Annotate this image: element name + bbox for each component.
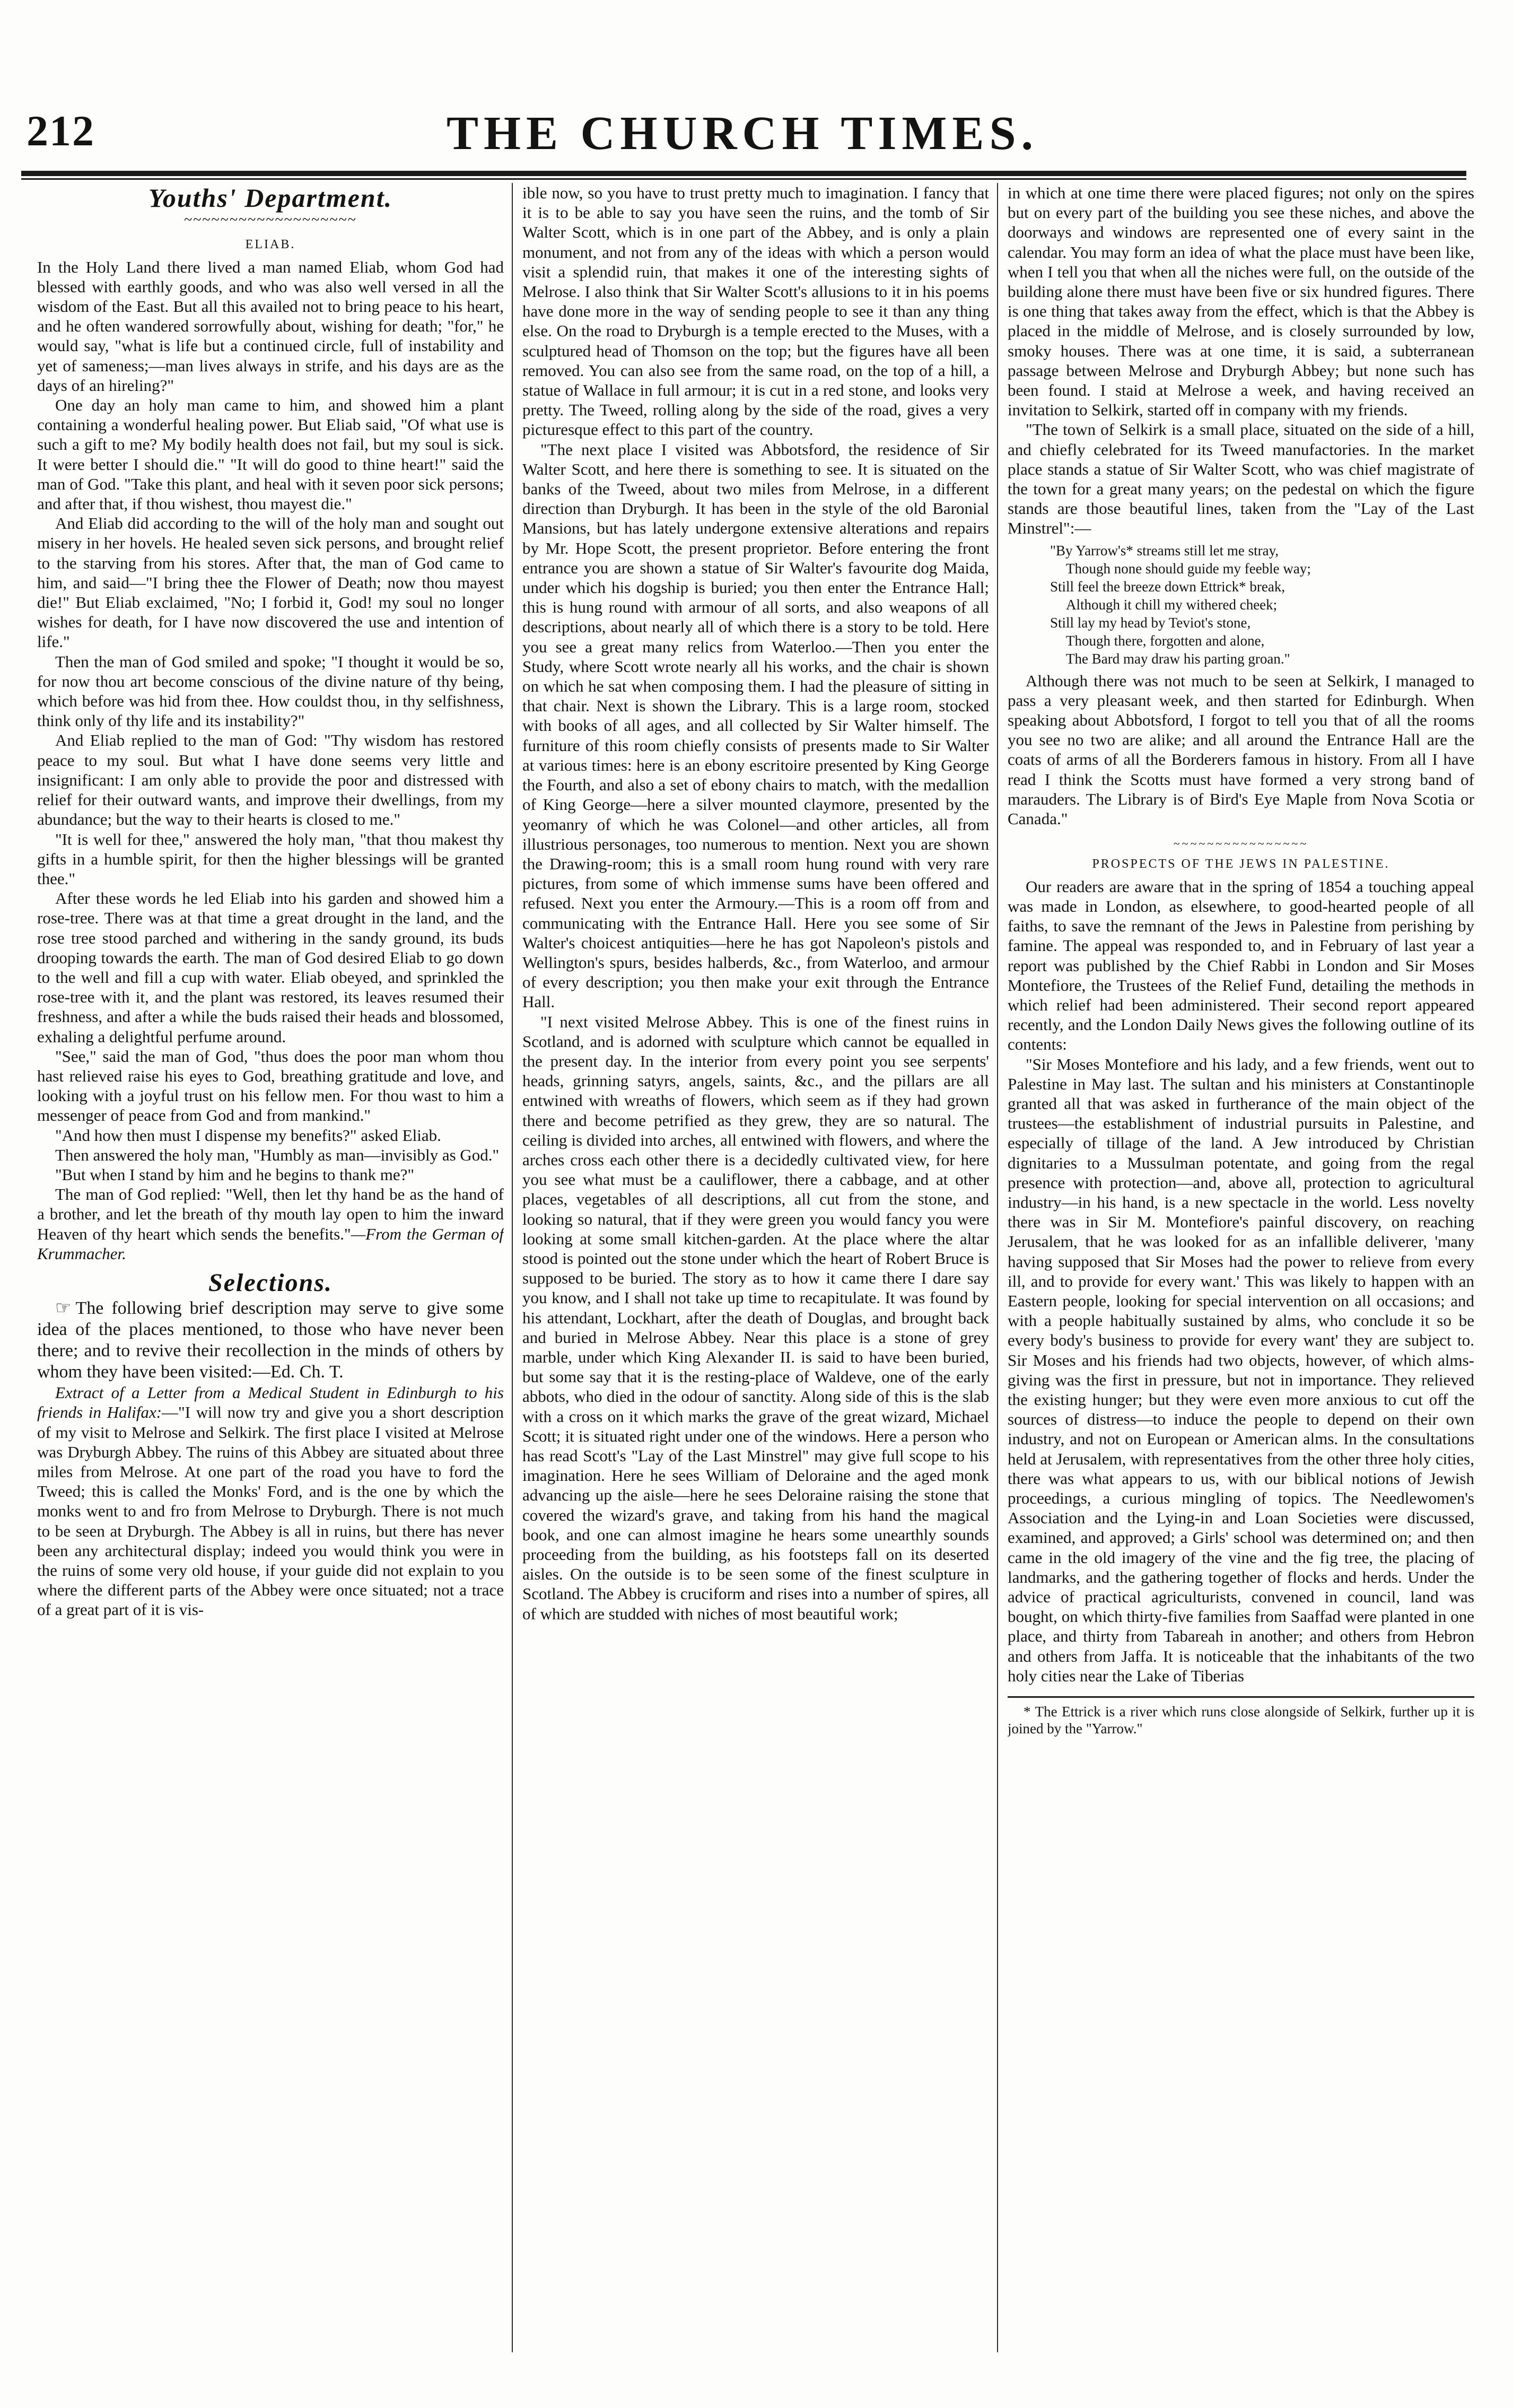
poem-line: Still feel the breeze down Ettrick* break, — [1050, 578, 1285, 595]
column-divider — [512, 183, 513, 2352]
poem-line: Although it chill my withered cheek; — [1066, 596, 1278, 613]
footnote: * The Ettrick is a river which runs close alongside of Selkirk, further up it is joined by the "Yarrow." — [1008, 1704, 1474, 1737]
ornament-rule: ~~~~~~~~~~~~~~~~~~~ — [184, 212, 357, 229]
column-1 — [37, 183, 504, 2352]
paragraph: After these words he led Eliab into his garden and showed him a rose-tree. There was at that time a great drought in the land, and the rose tree stood parched and withering in the sandy ground, its buds drooping towards the earth. The man of God desired Eliab to go down to the well and fill a cup with water. Eliab obeyed, and sprinkled the rose-tree with it, and the plant was restored, its leaves resumed their freshness, and after a while the buds raised their heads and blossomed, exhaling a delightful perfume around. — [37, 889, 504, 1046]
paragraph: "And how then must I dispense my benefits?" asked Eliab. — [55, 1126, 441, 1145]
paragraph: Our readers are aware that in the spring of 1854 a touching appeal was made in London, as elsewhere, to good-hearted people of all faiths, to save the remnant of the Jews in Palestine from perishing by famine. The appeal was responded to, and in February of last year a report was published by the Chief Rabbi in London and Sir Moses Montefiore, the Trustees of the Relief Fund, detailing the methods in which relief had been administered. Their second report appeared recently, and the London Daily News gives the following outline of its contents: — [1008, 877, 1474, 1054]
paragraph — [37, 1184, 504, 1263]
column-2 — [522, 183, 989, 2352]
paragraph: "But when I stand by him and he begins to thank me?" — [55, 1165, 415, 1184]
letter-paragraph — [37, 1383, 504, 1619]
column-3 — [1008, 183, 1474, 2352]
paragraph: Then answered the holy man, "Humbly as man—invisibly as God." — [55, 1145, 500, 1164]
letter-heading: Extract of a Letter from a Medical Student in Edinburgh to his friends in Halifax: — [37, 1383, 504, 1422]
page-number: 212 — [27, 107, 95, 155]
paragraph: "See," said the man of God, "thus does the poor man whom thou hast relieved raise his eyes to God, breathing gratitude and love, and looking with a joyful trust on his fellow men. For thou wast to him a messenger of peace from God and from mankind." — [37, 1046, 504, 1125]
ornament-rule: ~~~~~~~~~~~~~~~~ — [1173, 837, 1309, 851]
section-heading: Selections. — [208, 1268, 333, 1297]
poem — [1008, 542, 1474, 668]
paragraph: "I next visited Melrose Abbey. This is one of the finest ruins in Scotland, and is adorned with sculpture which cannot be equalled in the present day. In the interior from every point you see serpents' heads, grinning satyrs, angels, saints, &c., and the pillars are all entwined with wreaths of flowers, which seem as if they had grown there and become petrified as they grew, they are so natural. The ceiling is divided into arches, all entwined with flowers, and where the arches cross each other there is a decidedly cultivated view, for here you see what must be a cauliflower, there a cabbage, and at other places, vegetables of all descriptions, all cut from the stone, and looking so natural, that if they were green you would fancy you were looking at some small kitchen-garden. At the place where the altar stood is pointed out the stone under which the heart of Robert Bruce is supposed to be buried. The story as to how it came there I dare say you know, and I shall not take up time to recapitulate. It was found by his attendant, Lockhart, after the death of Douglas, and brought back and buried in Melrose Abbey. Near this place is a stone of grey marble, under which King Alexander II. is said to have been buried, but some say that it is the resting-place of Waldeve, one of the early abbots, who died in the odour of sanctity. Along side of this is the slab with a cross on it which marks the grave of the great wizard, Michael Scott; it is situated right under one of the windows. Here a person who has read Scott's "Lay of the Last Minstrel" may give full scope to his imagination. Here he sees William of Deloraine and the aged monk advancing up the aisle—here he sees Deloraine raising the stone that covered the wizard's grave, and taking from his hand the magical book, and one can almost imagine he hears some unearthly sounds proceeding from the building, as his footsteps fall on its deserted aisles. On the outside is to be seen some of the finest sculpture in Scotland. The Abbey is cruciform and rises into a number of spires, all of which are studded with niches of most beautiful work; — [522, 1012, 989, 1623]
footnote-rule — [1008, 1696, 1474, 1698]
article-credit: —From the German of Krummacher. — [37, 1224, 504, 1263]
column-divider — [997, 183, 998, 2352]
paragraph: "The town of Selkirk is a small place, situated on the side of a hill, and chiefly celebrated for its Tweed manufactories. In the market place stands a statue of Sir Walter Scott, who was chief magistrate of the town for a great many years; on the pedestal on which the figure stands are those beautiful lines, taken from the "Lay of the Last Minstrel":— — [1008, 420, 1474, 538]
paragraph: And Eliab did according to the will of the holy man and sought out misery in her hovels. He healed seven sick persons, and brought relief to the starving from his stores. After that, the man of God came to him, and said—"I bring thee the Flower of Death; now thou mayest die!" But Eliab exclaimed, "No; I forbid it, God! my soul no longer wishes for death, for I have now discovered the use and intention of life." — [37, 514, 504, 651]
paragraph: "Sir Moses Montefiore and his lady, and a few friends, went out to Palestine in May last. The sultan and his ministers at Constantinople granted all that was asked in furtherance of the main object of the trustees—the establishment of industrial pursuits in Palestine, and especially of tillage of the land. A Jew introduced by Christian dignitaries to a Mussulman potentate, and going from the regal presence with protection—and, above all, protection to agricultural industry—in his hand, is a new spectacle in the world. Less novelty there was in Sir M. Montefiore's painful discovery, on reaching Jerusalem, that he was looked for as an infallible deliverer, 'many having supposed that Sir Moses had the power to relieve from every ill, and to provide for every want.' This was likely to happen with an Eastern people, looking for special intervention on all occasions; and with a people habitually sustained by alms, who conclude it so be every body's business to provide for every want' they are subject to. Sir Moses and his friends had two objects, however, of which alms-giving was the first in pressure, but not in importance. They relieved the existing hunger; but they were even more anxious to cut off the sources of distress—to induce the people to depend on their own industry, and not on European or American alms. In the consultations held at Jerusalem, with representatives from the other three holy cities, there was what appears to us, with our biblical notions of Jewish proceedings, a curious mingling of topics. The Needlewomen's Association and the Lying-in and Loan Societies were discussed, examined, and approved; a Girls' school was determined on; and then came in the old imagery of the vine and the fig tree, the placing of landmarks, and the gathering together of flocks and herds. Under the advice of practical agriculturists, convened in council, land was bought, on which thirty-five families from Saaffad were planted in one place, and thirty from Tabareah in another; and others from Hebron and others from Jaffa. It is noticeable that the inhabitants of the two holy cities near the Lake of Tiberias — [1008, 1054, 1474, 1685]
page-header — [27, 106, 1458, 170]
poem-line: "By Yarrow's* streams still let me stray, — [1050, 542, 1279, 559]
paragraph: in which at one time there were placed figures; not only on the spires but on every part of the building you see these niches, and above the doorways and windows are represented one of every saint in the calendar. You may form an idea of what the place must have been like, when I tell you that when all the niches were full, on the outside of the building alone there must have been five or six hundred figures. There is one thing that takes away from the effect, which is that the Abbey is placed in the middle of Melrose, and is closely surrounded by low, smoky houses. There was at one time, it is said, a subterranean passage between Melrose and Dryburgh Abbey; but none such has been found. I staid at Melrose a week, and having received an invitation to Selkirk, started off in company with my friends. — [1008, 184, 1474, 420]
poem-line: Though none should guide my feeble way; — [1066, 560, 1311, 577]
paragraph: In the Holy Land there lived a man named Eliab, whom God had blessed with earthly goods, and who was also well versed in all the wisdom of the East. But all this availed not to bring peace to his heart, and he often wandered sorrowfully about, wishing for death; "for," he would say, "what is life but a continued circle, full of instability and yet of sameness;—man lives always in strife, and his days are as the days of an hireling?" — [37, 257, 504, 395]
paragraph: Although there was not much to be seen at Selkirk, I managed to pass a very pleasant week, and then started for Edinburgh. When speaking about Abbotsford, I forgot to tell you that of all the rooms you see no two are alike; and all around the Entrance Hall are the coats of arms of all the Borderers famous in history. From all I have read I think the Scotts must have formed a very strong band of marauders. The Library is of Bird's Eye Maple from Nova Scotia or Canada." — [1008, 671, 1474, 828]
masthead-title: THE CHURCH TIMES. — [446, 107, 1038, 160]
poem-line: The Bard may draw his parting groan." — [1066, 650, 1290, 667]
poem-line: Still lay my head by Teviot's stone, — [1050, 614, 1251, 631]
paragraph: "It is well for thee," answered the holy man, "that thou makest thy gifts in a humble spirit, for then the higher blessings will be granted thee." — [37, 830, 504, 888]
paragraph: Then the man of God smiled and spoke; "I thought it would be so, for now thou art become conscious of the divine nature of thy being, which before was hid from thee. How couldst thou, in thy selfishness, think only of thy life and its instability?" — [37, 652, 504, 730]
paragraph: ible now, so you have to trust pretty much to imagination. I fancy that it is to be able to say you have seen the ruins, and the tomb of Sir Walter Scott, which is in one part of the Abbey, and is only a plain monument, and not from any of the ideas with which a person would visit a splendid ruin, that makes it one of the interesting sights of Melrose. I also think that Sir Walter Scott's allusions to it in his poems have done more in the way of sending people to see it than any thing else. On the road to Dryburgh is a temple erected to the Muses, with a sculptured head of Thomson on the top; but the figures have all been removed. You can also see from the same road, on the top of a hill, a statue of Wallace in full armour; it is cut in a red stone, and looks very pretty. The Tweed, rolling along by the side of the road, gives a very picturesque effect to this part of the country. — [522, 184, 989, 439]
poem-line: Though there, forgotten and alone, — [1066, 632, 1265, 649]
paragraph: And Eliab replied to the man of God: "Thy wisdom has restored peace to my soul. But what I have done seems very little and insignificant: I am only able to provide the poor and distressed with relief for their outward wants, and improve their dwellings, from my abundance; but the way to their hearts is closed to me." — [37, 731, 504, 829]
article-title: PROSPECTS OF THE JEWS IN PALESTINE. — [1092, 857, 1390, 871]
paragraph: "The next place I visited was Abbotsford, the residence of Sir Walter Scott, and here there is something to see. It is situated on the banks of the Tweed, about two miles from Melrose, in a different direction than Dryburgh. It has been in the style of the old Baronial Mansions, but has lately undergone extensive alterations and repairs by Mr. Hope Scott, the present proprietor. Before entering the front entrance you are shown a statue of Sir Walter's favourite dog Maida, under which his dogship is buried; you then enter the Entrance Hall; this is hung round with armour of all sorts, and also weapons of all descriptions, about nearly all of which there is a story to be told. Here you see a great many relics from Waterloo.—Then you enter the Study, where Scott wrote nearly all his works, and the chair is shown on which he sat when composing them. I had the pleasure of sitting in that chair. Next is shown the Library. This is a large room, stocked with books of all ages, and all collected by Sir Walter himself. The furniture of this room chiefly consists of presents made to Sir Walter at various times: here is an ebony escritoire presented by King George the Fourth, and also a set of ebony chairs to match, with the medallion of King George—here a silver mounted claymore, presented by the yeomanry of which he was Colonel—and other articles, all from illustrious personages, too numerous to mention. Next you are shown the Drawing-room; this is a small room hung round with very rare pictures, from some of which immense sums have been offered and refused. Next you enter the Armoury.—This is a room off from and communicating with the Entrance Hall. Here you see some of Sir Walter's choicest antiquities—here he has got Napoleon's pistols and Wellington's spurs, besides halberds, &c., from Waterloo, and armour of every description; you then make your exit through the Entrance Hall. — [522, 440, 989, 1011]
intro-text: The following brief description may serve to give some idea of the places mentioned, to those who have never been there; and to revive their recollection in the minds of others by whom they have been visited:—Ed. Ch. T. — [37, 1298, 504, 1382]
header-rule-thin — [21, 178, 1466, 180]
pointing-hand-icon: ☞ — [55, 1298, 72, 1319]
header-rule-thick — [21, 171, 1466, 176]
paragraph-text: The man of God replied: "Well, then let thy hand be as the hand of a brother, and let the breath of thy mouth lay open to him the inward Heaven of thy heart which sends the benefits." — [37, 1185, 504, 1243]
letter-text: —"I will now try and give you a short description of my visit to Melrose and Selkirk. The first place I visited at Melrose was Dryburgh Abbey. The ruins of this Abbey are situated about three miles from Melrose. At one part of the road you have to ford the Tweed; this is called the Monks' Ford, and is the one by which the monks went to and fro from Melrose to Dryburgh. There is not much to be seen at Dryburgh. The Abbey is all in ruins, but there has never been any architectural display; indeed you would think you were in the ruins of some very old house, if your guide did not explain to you where the different parts of the Abbey were once situated; not a trace of a great part of it is vis- — [37, 1403, 504, 1619]
editor-intro — [37, 1298, 504, 1383]
paragraph: One day an holy man came to him, and showed him a plant containing a wonderful healing power. But Eliab said, "Of what use is such a gift to me? My bodily health does not fail, but my soul is sick. It were better I should die." "It will do good to thine heart!" said the man of God. "Take this plant, and heal with it seven poor sick persons; and after that, if thou wishest, thou mayest die." — [37, 396, 504, 513]
article-title: ELIAB. — [245, 238, 296, 252]
department-title: Youths' Department. — [148, 183, 393, 213]
